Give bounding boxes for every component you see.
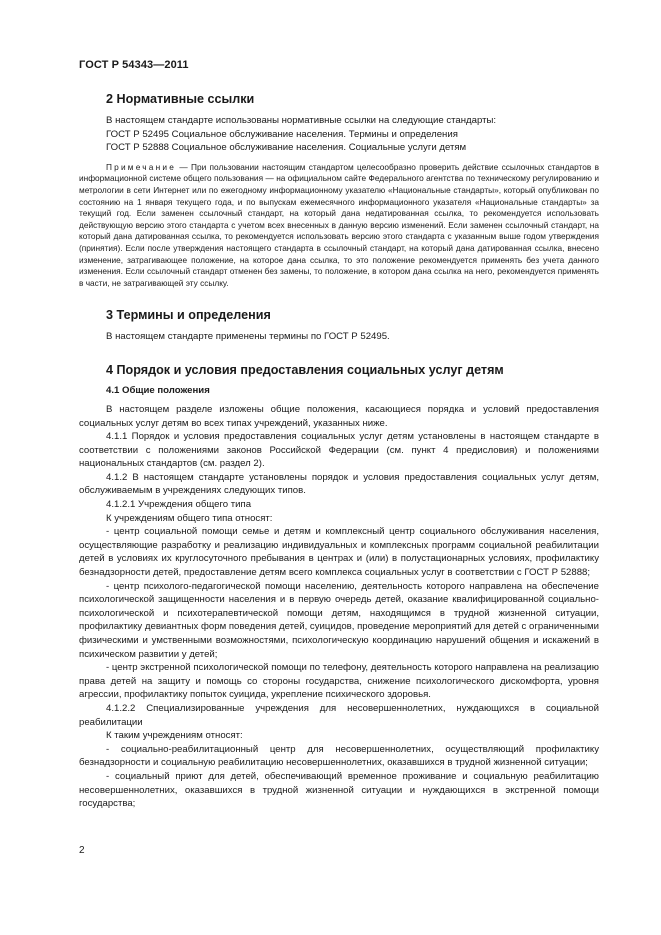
- paragraph-4-1-2-1-heading: 4.1.2.1 Учреждения общего типа: [106, 499, 252, 511]
- normative-ref: ГОСТ Р 52495 Социальное обслуживание населения. Термины и определения: [106, 128, 458, 140]
- paragraph-4-1-2-2-heading: 4.1.2.2 Специализированные учреждения для несовершеннолетних, нуждающихся в социальной реабилитации: [79, 702, 599, 728]
- list-item: - социальный приют для детей, обеспечивающий временное проживание и социальную реабилитацию несовершеннолетних, оказавшихся в трудной жизненной ситуации и нуждающихся в экстренной помощи государства;: [79, 770, 599, 810]
- list-item: - центр социальной помощи семье и детям и комплексный центр социального обслуживания населения, осуществляющие разработку и реализацию индивидуальных и комплексных программ социальной реабилитации детей в условиях их круглосуточного пребывания в центрах и (или) в полустационарных условиях, профилактику безнадзорности детей, предоставление детям всего комплекса социальных услуг в соответствии с ГОСТ Р 52888;: [79, 526, 599, 579]
- page-number: 2: [79, 845, 85, 856]
- note-text: — При пользовании настоящим стандартом целесообразно проверить действие ссылочных стандартов в информационной системе общего пользования — на официальном сайте Федерального агентства по техническому регулированию и метрологии в сети Интернет или по ежегодному информационному указателю «Национальные стандарты», который опубликован по состоянию на 1 января текущего года, и по выпускам ежемесячного информационного указателя «Национальные стандарты» за текущий год. Если заменен ссылочный стандарт, на который дана недатированная ссылка, то рекомендуется использовать действующую версию этого стандарта с учетом всех внесенных в данную версию изменений. Если заменен ссылочный стандарт, на который дана датированная ссылка, то рекомендуется использовать версию этого стандарта с указанным выше годом утверждения (принятия). Если после утверждения настоящего стандарта в ссылочный стандарт, на который дана датированная ссылка, внесено изменение, затрагивающее положение, на которое дана ссылка, то это положение рекомендуется применять без учета данного изменения. Если ссылочный стандарт отменен без замены, то положение, в котором дана ссылка на него, рекомендуется применять в части, не затрагивающей эту ссылку.: [79, 161, 599, 288]
- note-label: Примечание: [106, 161, 177, 172]
- paragraph-4-1-2-2-intro: К таким учреждениям относят:: [106, 730, 243, 742]
- list-item: - социально-реабилитационный центр для несовершеннолетних, осуществляющий профилактику безнадзорности и социальную реабилитацию несовершеннолетних, оказавшихся в трудной жизненной ситуации;: [79, 743, 599, 769]
- paragraph: В настоящем разделе изложены общие положения, касающиеся порядка и условий предоставления социальных услуг детям во всех типах учреждений, указанных ниже.: [79, 403, 599, 429]
- section-2-note: [79, 162, 599, 290]
- section-4-heading: 4 Порядок и условия предоставления социальных услуг детям: [106, 362, 504, 377]
- normative-ref: ГОСТ Р 52888 Социальное обслуживание населения. Социальные услуги детям: [106, 142, 467, 154]
- paragraph-4-1-2-1-intro: К учреждениям общего типа относят:: [106, 512, 273, 524]
- list-item: - центр психолого-педагогической помощи населению, деятельность которого направлена на обеспечение психологической защищенности населения и в первую очередь детей, оказание квалифицированной социально-психологической и психотерапевтической помощи детям, находящимся в трудной жизненной ситуации, профилактику девиантных форм поведения детей, суицидов, проведение мероприятий для детей с ограниченными физическими и умственными возможностями, психологическую координацию нарушений общения и искажений в психическом развитии у детей;: [79, 580, 599, 660]
- list-item: - центр экстренной психологической помощи по телефону, деятельность которого направлена на реализацию права детей на защиту и помощь со стороны государства, снижение психологического дискомфорта, уровня агрессии, профилактику попыток суицида, укрепление психического здоровья.: [79, 662, 599, 701]
- section-2-heading: 2 Нормативные ссылки: [106, 92, 255, 106]
- page-content: [79, 91, 599, 811]
- document-header-code: ГОСТ Р 54343—2011: [79, 59, 189, 71]
- paragraph-4-1-2: 4.1.2 В настоящем стандарте установлены порядок и условия предоставления социальных услуг детям, обслуживаемым в учреждениях следующих типов.: [79, 471, 599, 497]
- subsection-4-1-heading: 4.1 Общие положения: [106, 384, 210, 396]
- paragraph-4-1-1: 4.1.1 Порядок и условия предоставления социальных услуг детям установлены в настоящем стандарте в соответствии с положениями законов Российской Федерации (см. пункт 4 предисловия) и положениями национальных стандартов (см. раздел 2).: [79, 431, 599, 470]
- section-3-text: В настоящем стандарте применены термины по ГОСТ Р 52495.: [106, 331, 390, 343]
- section-2-intro: В настоящем стандарте использованы нормативные ссылки на следующие стандарты:: [106, 115, 497, 126]
- section-3-heading: 3 Термины и определения: [106, 308, 271, 323]
